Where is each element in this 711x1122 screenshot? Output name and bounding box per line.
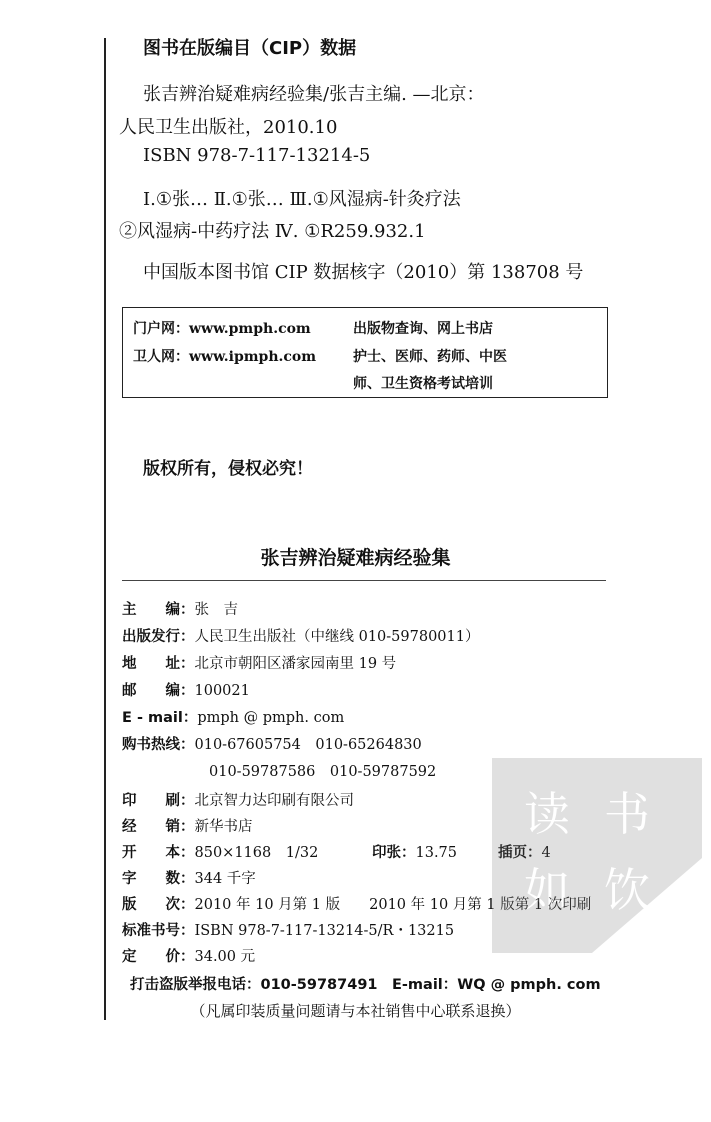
- seal-char-2: 书: [604, 787, 650, 841]
- colophon-isbn: [122, 919, 454, 940]
- edition-value: 2010 年 10 月第 1 版 2010 年 10 月第 1 版第 1 次印刷: [194, 897, 592, 913]
- format-label: 开 本：: [122, 845, 195, 861]
- website-box: [122, 307, 608, 398]
- isbn-label: 标准书号：: [122, 923, 195, 939]
- margin-rule: [104, 38, 106, 1020]
- colophon-words: [122, 867, 256, 888]
- colophon-postcode: [122, 679, 250, 700]
- cip-line-5: ②风湿病-中药疗法 Ⅳ. ①R259.932.1: [119, 221, 426, 242]
- hotline-label: 购书热线：: [122, 737, 195, 753]
- anti-piracy-line: 打击盗版举报电话：010-59787491 E-mail：WQ @ pmph. com: [130, 977, 601, 993]
- colophon-email: [122, 706, 344, 727]
- address-value: 北京市朝阳区潘家园南里 19 号: [194, 656, 397, 672]
- email-value: pmph @ pmph. com: [197, 710, 345, 726]
- printer-label: 印 刷：: [122, 793, 195, 809]
- colophon-distributor: [122, 815, 253, 836]
- seal-char-1: 读: [524, 787, 570, 841]
- ipmph-description-cont: 师、卫生资格考试培训: [353, 376, 493, 392]
- price-value: 34.00 元: [194, 949, 256, 965]
- email-label: E - mail：: [122, 710, 198, 726]
- seal-char-3: 如: [524, 863, 570, 917]
- colophon-plates: [498, 841, 551, 862]
- cip-line-3: ISBN 978-7-117-13214-5: [143, 145, 371, 166]
- cip-line-4: Ⅰ.①张… Ⅱ.①张… Ⅲ.①风湿病-针灸疗法: [143, 189, 461, 210]
- ipmph-label: 卫人网：: [133, 349, 189, 365]
- cip-title: 图书在版编目（CIP）数据: [143, 38, 357, 59]
- seal-pdg-mark: PDG: [638, 902, 682, 944]
- colophon-address: [122, 652, 396, 673]
- address-label: 地 址：: [122, 656, 195, 672]
- edition-label: 版 次：: [122, 897, 195, 913]
- postcode-label: 邮 编：: [122, 683, 195, 699]
- plates-value: 4: [541, 845, 551, 861]
- publisher-value: 人民卫生出版社（中继线 010-59780011）: [194, 629, 480, 645]
- website-row-portal: [133, 318, 311, 338]
- publisher-label: 出版发行：: [122, 629, 195, 645]
- cip-line-6: 中国版本图书馆 CIP 数据核字（2010）第 138708 号: [143, 262, 584, 283]
- colophon-hotline-2: [209, 760, 436, 781]
- copyright-notice: 版权所有，侵权必究！: [143, 459, 313, 479]
- sheets-value: 13.75: [415, 845, 458, 861]
- hotline-value-1: 010-67605754 010-65264830: [194, 737, 422, 753]
- format-value: 850×1168 1/32: [194, 845, 319, 861]
- portal-url: www.pmph.com: [189, 321, 311, 337]
- ipmph-description: 护士、医师、药师、中医: [353, 349, 507, 365]
- words-value: 344 千字: [194, 871, 256, 887]
- ipmph-url: www.ipmph.com: [189, 349, 317, 365]
- website-row-ipmph: [133, 346, 316, 366]
- colophon-hotline: [122, 733, 422, 754]
- seal-char-4: 饮: [604, 863, 650, 917]
- cip-line-1: 张吉辨治疑难病经验集/张吉主编. —北京：: [143, 84, 485, 105]
- distributor-label: 经 销：: [122, 819, 195, 835]
- colophon-editor: [122, 598, 238, 619]
- colophon-printer: [122, 789, 354, 810]
- editor-label: 主 编：: [122, 602, 195, 618]
- postcode-value: 100021: [194, 683, 250, 699]
- title-rule: [122, 580, 606, 581]
- plates-label: 插页：: [498, 845, 542, 861]
- words-label: 字 数：: [122, 871, 195, 887]
- colophon-sheets: [372, 841, 457, 862]
- editor-value: 张 吉: [194, 602, 238, 618]
- portal-description: 出版物查询、网上书店: [353, 321, 493, 337]
- sheets-label: 印张：: [372, 845, 416, 861]
- return-notice: （凡属印装质量问题请与本社销售中心联系退换）: [190, 1002, 521, 1020]
- hotline-value-2: 010-59787586 010-59787592: [209, 764, 437, 780]
- colophon-format: [122, 841, 318, 862]
- colophon-edition: [122, 893, 591, 914]
- portal-label: 门户网：: [133, 321, 189, 337]
- book-title: 张吉辨治疑难病经验集: [260, 547, 451, 569]
- printer-value: 北京智力达印刷有限公司: [194, 793, 354, 809]
- isbn-value: ISBN 978-7-117-13214-5/R・13215: [194, 923, 455, 939]
- colophon-price: [122, 945, 255, 966]
- distributor-value: 新华书店: [194, 819, 253, 835]
- price-label: 定 价：: [122, 949, 195, 965]
- colophon-publisher: [122, 625, 480, 646]
- cip-line-2: 人民卫生出版社，2010.10: [119, 117, 338, 138]
